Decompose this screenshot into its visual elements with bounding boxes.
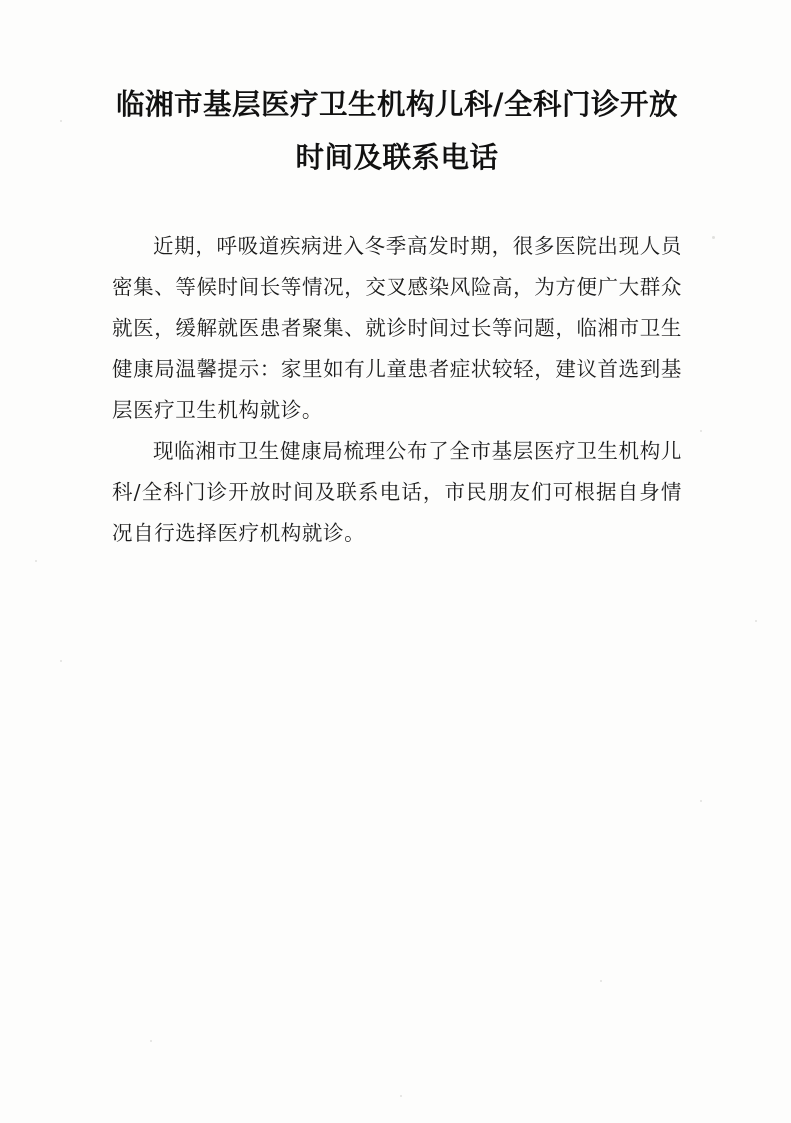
document-body bbox=[112, 78, 682, 554]
scan-speck bbox=[600, 980, 602, 982]
scan-speck bbox=[400, 1095, 402, 1097]
scan-speck bbox=[60, 660, 62, 662]
page-title: 临湘市基层医疗卫生机构儿科/全科门诊开放时间及联系电话 bbox=[116, 87, 678, 174]
scan-speck bbox=[700, 800, 702, 802]
scan-speck bbox=[755, 620, 757, 622]
paragraph: 现临湘市卫生健康局梳理公布了全市基层医疗卫生机构儿科/全科门诊开放时间及联系电话，市民朋友们可根据自身情况自行选择医疗机构就诊。 bbox=[112, 439, 682, 545]
body-text bbox=[112, 226, 682, 554]
scan-speck bbox=[700, 430, 702, 432]
scan-speck bbox=[35, 560, 37, 562]
scan-speck bbox=[60, 120, 62, 122]
scan-speck bbox=[712, 236, 715, 239]
paragraph: 近期，呼吸道疾病进入冬季高发时期，很多医院出现人员密集、等候时间长等情况，交叉感染风险高，为方便广大群众就医，缓解就医患者聚集、就诊时间过长等问题，临湘市卫生健康局温馨提示：家里如有儿童患者症状较轻，建议首选到基层医疗卫生机构就诊。 bbox=[112, 234, 682, 422]
scan-speck bbox=[150, 1040, 152, 1042]
